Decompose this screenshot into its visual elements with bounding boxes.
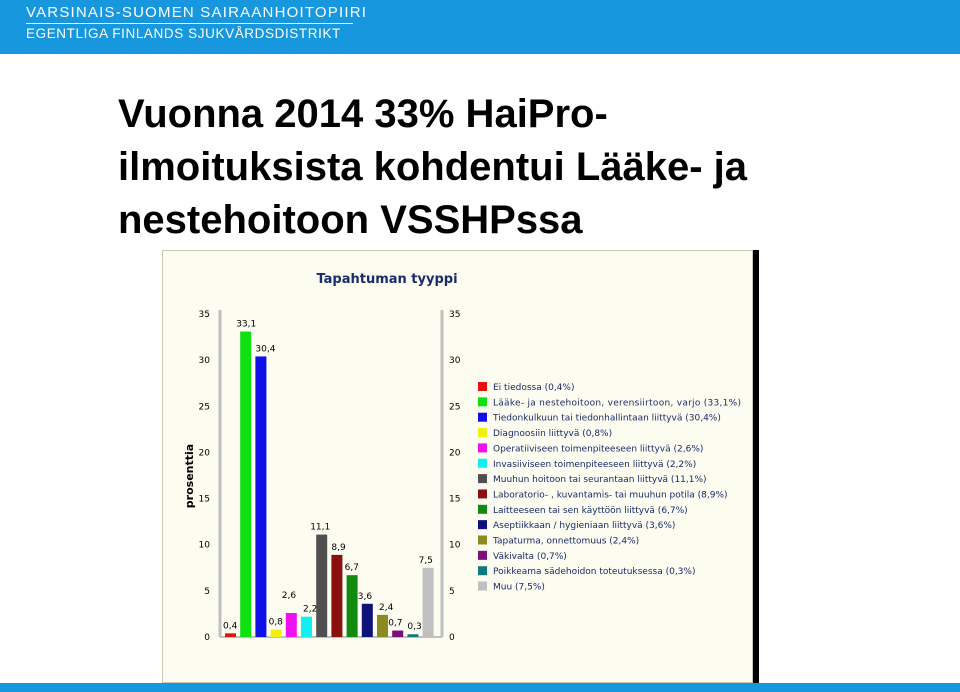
- legend-swatch: [478, 520, 487, 529]
- y-tick-label-right: 30: [449, 356, 461, 367]
- legend-swatch: [478, 397, 487, 406]
- legend-item-label: Aseptiikkaan / hygieniaan liittyvä (3,6%): [493, 521, 676, 532]
- y-tick-label-left: 20: [198, 448, 210, 459]
- bar-5: [286, 613, 297, 637]
- y-tick-label-right: 20: [449, 448, 461, 459]
- y-tick-label-right: 0: [449, 633, 455, 643]
- bar-value-label: 8,9: [331, 542, 346, 553]
- bar-value-label: 11,1: [310, 522, 331, 533]
- bar-12: [392, 631, 403, 637]
- bar-9: [347, 575, 358, 637]
- bar-13: [407, 634, 418, 637]
- y-tick-label-right: 10: [449, 540, 461, 551]
- bar-value-label: 7,5: [418, 555, 433, 566]
- slide-title: [118, 88, 898, 247]
- legend-swatch: [478, 428, 487, 437]
- slide-title-line-3: nestehoitoon VSSHPssa: [118, 198, 583, 242]
- bar-value-label: 2,6: [281, 591, 297, 602]
- y-axis-label: prosenttia: [183, 443, 196, 509]
- bar-value-label: 33,1: [236, 319, 257, 330]
- slide-title-line-2: ilmoituksista kohdentui Lääke- ja: [118, 145, 748, 189]
- org-name-swedish: EGENTLIGA FINLANDS SJUKVÅRDSDISTRIKT: [26, 26, 341, 41]
- y-tick-label-left: 10: [198, 540, 210, 551]
- y-tick-label-left: 30: [198, 356, 210, 367]
- y-tick-label-right: 5: [449, 586, 455, 597]
- bar-chart: [162, 250, 753, 683]
- legend-swatch: [478, 505, 487, 514]
- legend-item-label: Operatiiviseen toimenpiteeseen liittyvä (2,6%): [493, 444, 704, 455]
- legend-swatch: [478, 382, 487, 391]
- bar-11: [377, 615, 388, 637]
- legend-swatch: [478, 536, 487, 545]
- bar-value-label: 0,7: [388, 618, 403, 629]
- y-tick-label-left: 25: [198, 402, 210, 413]
- legend-swatch: [478, 443, 487, 452]
- legend-item-label: Lääke- ja nestehoitoon, verensiirtoon, varjo (33,1%): [493, 398, 741, 409]
- footer-bar: [0, 683, 960, 692]
- legend-swatch: [478, 413, 487, 422]
- legend-swatch: [478, 551, 487, 560]
- bar-value-label: 3,6: [357, 591, 373, 602]
- bar-4: [271, 630, 282, 637]
- legend-item-label: Väkivalta (0,7%): [493, 551, 567, 562]
- bar-value-label: 30,4: [255, 344, 276, 355]
- y-tick-label-right: 15: [449, 494, 461, 505]
- bar-value-label: 0,8: [268, 617, 283, 628]
- bar-7: [316, 535, 327, 637]
- bar-8: [331, 555, 342, 637]
- legend-item-label: Tiedonkulkuun tai tiedonhallintaan liittyvä (30,4%): [493, 413, 721, 424]
- bar-10: [362, 604, 373, 637]
- bar-3: [255, 356, 266, 637]
- bar-14: [423, 568, 434, 637]
- legend-item-label: Invasiiviseen toimenpiteeseen liittyvä (2,2%): [493, 459, 697, 470]
- org-name-divider: [26, 23, 353, 24]
- legend-item-label: Ei tiedossa (0,4%): [493, 383, 575, 393]
- legend-item-label: Tapaturma, onnettomuus (2,4%): [493, 536, 640, 547]
- y-tick-label-left: 5: [204, 586, 210, 597]
- slide-title-line-1: Vuonna 2014 33% HaiPro-: [118, 92, 608, 136]
- bar-value-label: 2,2: [303, 604, 318, 615]
- bar-6: [301, 617, 312, 637]
- legend-item-label: Laitteeseen tai sen käyttöön liittyvä (6,7%): [493, 505, 688, 516]
- org-name-finnish: VARSINAIS-SUOMEN SAIRAANHOITOPIIRI: [26, 4, 368, 21]
- legend-swatch: [478, 582, 487, 591]
- legend-item-label: Laboratorio- , kuvantamis- tai muuhun potila (8,9%): [493, 490, 728, 501]
- legend-item-label: Muu (7,5%): [493, 582, 545, 593]
- y-tick-label-right: 25: [449, 402, 461, 413]
- bar-2: [240, 332, 251, 637]
- legend-swatch: [478, 489, 487, 498]
- y-tick-label-left: 35: [198, 310, 210, 320]
- header-bar: [0, 0, 960, 54]
- bar-value-label: 6,7: [344, 563, 359, 574]
- y-tick-label-left: 0: [204, 633, 210, 643]
- y-tick-label-left: 15: [198, 494, 210, 505]
- y-tick-label-right: 35: [449, 310, 461, 320]
- legend-swatch: [478, 459, 487, 468]
- chart-title: Tapahtuman tyyppi: [316, 272, 458, 287]
- legend-item-label: Muuhun hoitoon tai seurantaan liittyvä (11,1%): [493, 475, 707, 486]
- bar-value-label: 0,3: [407, 622, 422, 633]
- legend-swatch: [478, 474, 487, 483]
- bar-1: [225, 633, 236, 637]
- legend-swatch: [478, 566, 487, 575]
- bar-value-label: 2,4: [379, 602, 394, 613]
- legend-item-label: Poikkeama sädehoidon toteutuksessa (0,3%): [493, 567, 696, 578]
- bar-value-label: 0,4: [223, 621, 238, 632]
- legend-item-label: Diagnoosiin liittyvä (0,8%): [493, 429, 613, 440]
